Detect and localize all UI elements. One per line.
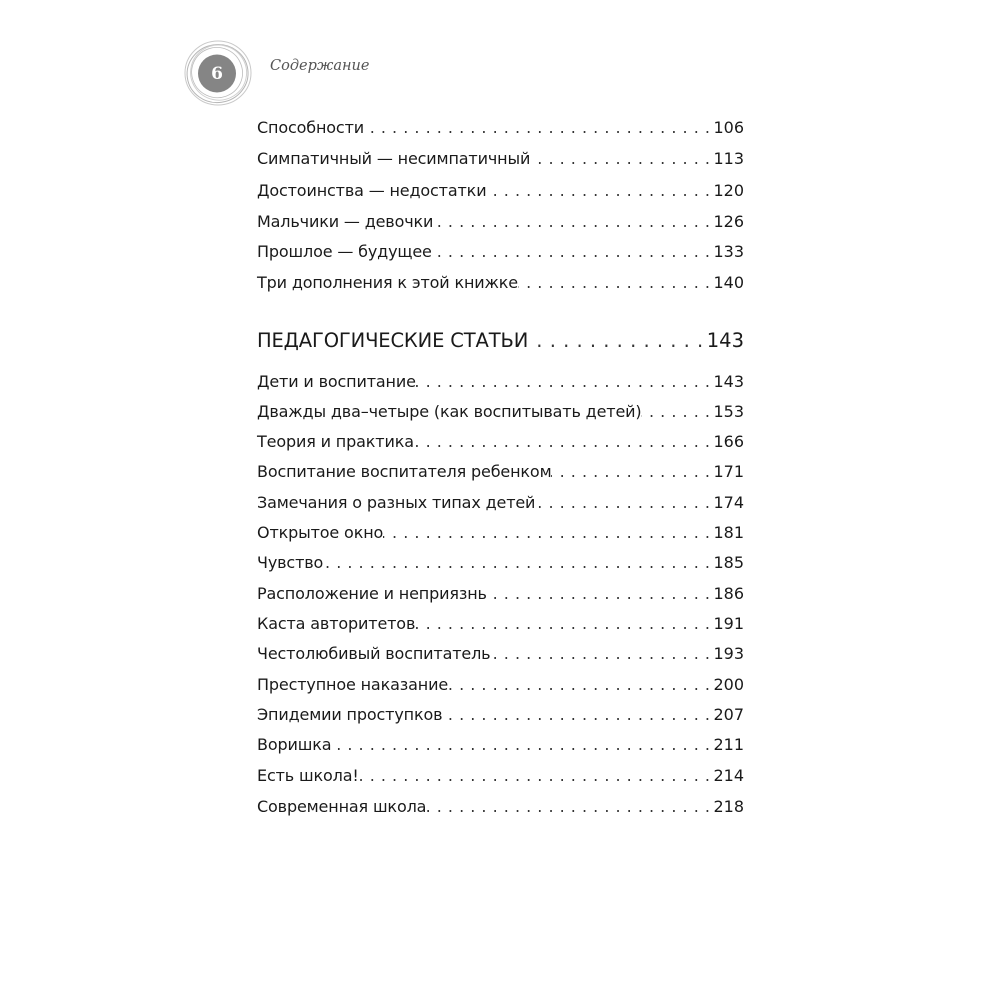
dot-leader [641, 401, 713, 423]
toc-entry-title: Способности [257, 118, 364, 137]
toc-entry-page: 126 [713, 212, 744, 231]
toc-entry-title: Преступное наказание [257, 675, 449, 694]
toc-entry-title: Достоинства — недостатки [257, 181, 487, 200]
toc-entry-title: Каста авторитетов [257, 614, 416, 633]
toc-entry-title: Три дополнения к этой книжке [257, 273, 518, 292]
toc-entry-page: 193 [713, 644, 744, 663]
toc-entry[interactable] [257, 272, 744, 294]
toc-entry[interactable] [257, 704, 744, 726]
dot-leader [414, 431, 714, 453]
toc-entry[interactable] [257, 148, 744, 170]
toc-entry[interactable] [257, 371, 744, 393]
toc-entry-title: Есть школа! [257, 766, 359, 785]
toc-entry-page: 174 [713, 493, 744, 512]
dot-leader [490, 643, 713, 665]
toc-entry-title: Честолюбивый воспитатель [257, 644, 491, 663]
dot-leader [432, 241, 714, 263]
page-number: 6 [211, 64, 223, 84]
dot-leader [551, 461, 713, 483]
dot-leader [528, 327, 707, 355]
toc-entry-title: Современная школа [257, 797, 427, 816]
toc-entry-page: 191 [713, 614, 744, 633]
toc-entry[interactable] [257, 431, 744, 453]
toc-entry-page: 113 [713, 149, 744, 168]
toc-entry-page: 207 [713, 705, 744, 724]
toc-entry[interactable] [257, 241, 744, 263]
dot-leader [530, 148, 713, 170]
dot-leader [486, 180, 713, 202]
toc-entry[interactable] [257, 765, 744, 787]
toc-entry-title: Воришка [257, 735, 332, 754]
dot-leader [415, 613, 713, 635]
running-title: Содержание [270, 58, 370, 74]
toc-entry-title: Воспитание воспитателя ребенком [257, 462, 552, 481]
toc-entry[interactable] [257, 674, 744, 696]
toc-entry-title: Мальчики — девочки [257, 212, 434, 231]
toc-entry[interactable] [257, 492, 744, 514]
toc-entry-page: 185 [713, 553, 744, 572]
toc-entry-page: 171 [713, 462, 744, 481]
toc-section-page: 143 [706, 329, 744, 352]
toc-entry[interactable] [257, 643, 744, 665]
toc-entry[interactable] [257, 117, 744, 139]
dot-leader [448, 674, 713, 696]
toc-entry-page: 166 [713, 432, 744, 451]
toc-entry-page: 143 [713, 372, 744, 391]
dot-leader [359, 765, 714, 787]
dot-leader [433, 211, 713, 233]
page-number-badge [182, 38, 254, 108]
dot-leader [364, 117, 713, 139]
toc-entry[interactable] [257, 401, 744, 423]
toc-entry[interactable] [257, 796, 744, 818]
toc-entry[interactable] [257, 180, 744, 202]
toc-entry-title: Прошлое — будущее [257, 242, 432, 261]
toc-entry-title: Эпидемии проступков [257, 705, 443, 724]
toc-entry[interactable] [257, 613, 744, 635]
toc-entry[interactable] [257, 211, 744, 233]
dot-leader [487, 583, 714, 605]
toc-entry-title: Симпатичный — несимпатичный [257, 149, 531, 168]
toc-entry-page: 153 [713, 402, 744, 421]
dot-leader [416, 371, 714, 393]
dot-leader [383, 522, 713, 544]
toc-entry-page: 181 [713, 523, 744, 542]
dot-leader [426, 796, 713, 818]
toc-entry-title: Дважды два–четыре (как воспитывать детей) [257, 402, 642, 421]
toc-entry-page: 200 [713, 675, 744, 694]
page-header [182, 38, 482, 108]
toc-section-title: ПЕДАГОГИЧЕСКИЕ СТАТЬИ [257, 329, 529, 352]
toc-entry[interactable] [257, 583, 744, 605]
toc-entry-page: 214 [713, 766, 744, 785]
toc-entry-page: 120 [713, 181, 744, 200]
toc-entry-title: Чувство [257, 553, 324, 572]
toc-entry[interactable] [257, 461, 744, 483]
toc-entry-title: Теория и практика [257, 432, 414, 451]
toc-entry-page: 106 [713, 118, 744, 137]
toc-entry-title: Замечания о разных типах детей [257, 493, 536, 512]
toc-entry-page: 140 [713, 273, 744, 292]
toc-entry-title: Открытое окно [257, 523, 384, 542]
toc-entry-page: 211 [713, 735, 744, 754]
toc-section-heading[interactable] [257, 327, 744, 355]
toc-entry-page: 186 [713, 584, 744, 603]
dot-leader [331, 734, 713, 756]
dot-leader [442, 704, 713, 726]
toc-entry[interactable] [257, 552, 744, 574]
toc-entry-page: 133 [713, 242, 744, 261]
dot-leader [518, 272, 713, 294]
toc-entry-page: 218 [713, 797, 744, 816]
toc-entry[interactable] [257, 522, 744, 544]
toc-entry[interactable] [257, 734, 744, 756]
toc-entry-title: Дети и воспитание [257, 372, 416, 391]
dot-leader [535, 492, 713, 514]
dot-leader [323, 552, 713, 574]
toc-entry-title: Расположение и неприязнь [257, 584, 487, 603]
